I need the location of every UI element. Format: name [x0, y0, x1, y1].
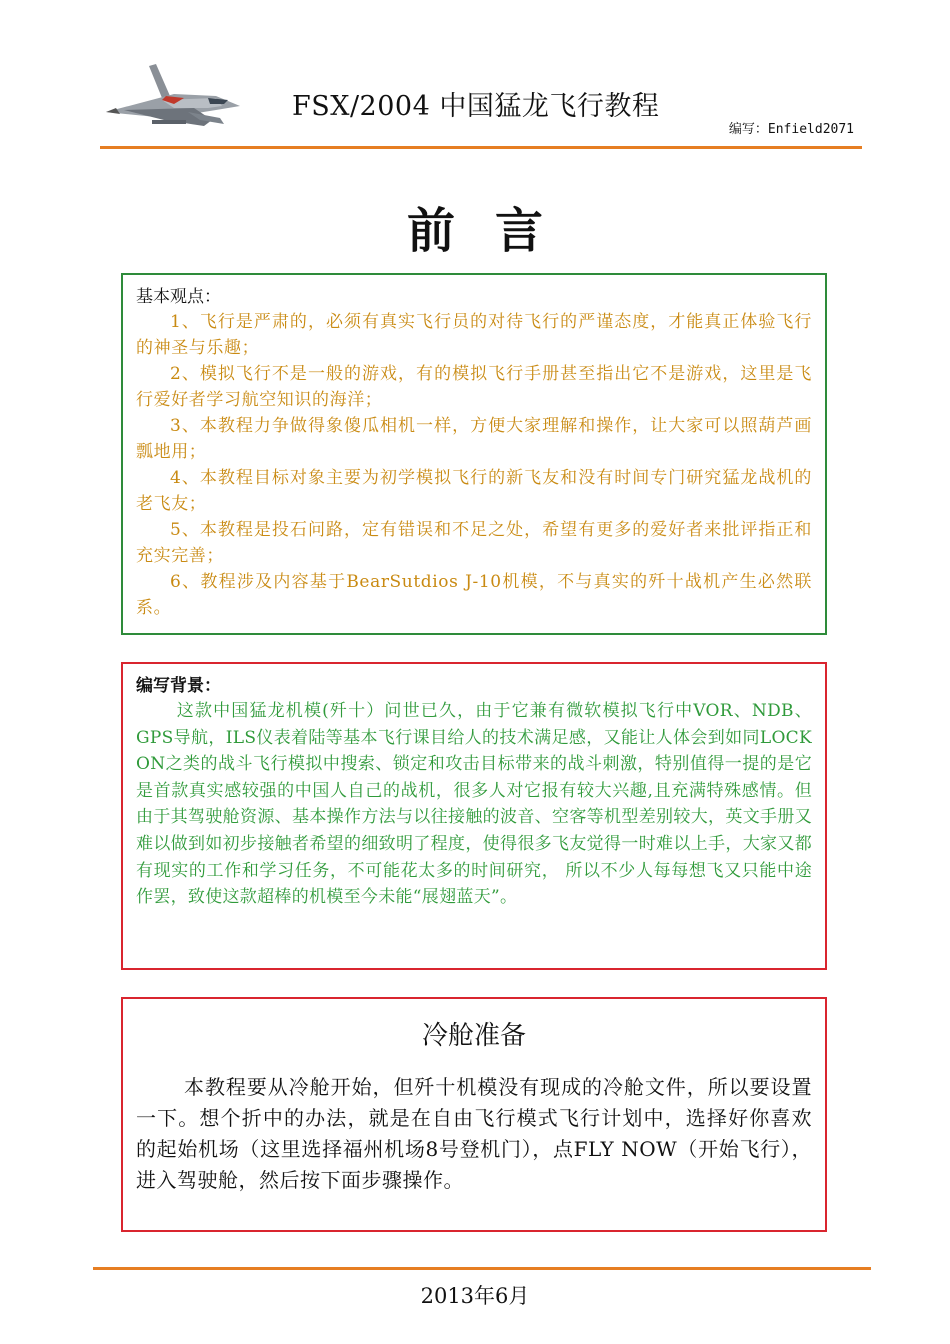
- page-title: 前言: [406, 203, 583, 259]
- cold-cockpit-paragraph: 本教程要从冷舱开始，但歼十机模没有现成的冷舱文件，所以要设置一下。想个折中的办法，就是在自由飞行模式飞行计划中，选择好你喜欢的起始机场（这里选择福州机场8号登机门），点FLY NOW（开始飞行），进入驾驶舱，然后按下面步骤操作。: [136, 1075, 812, 1192]
- list-item: 6、教程涉及内容基于BearSutdios J-10机模，不与真实的歼十战机产生必然联系。: [136, 572, 812, 618]
- footer-divider: [93, 1267, 871, 1270]
- footer-date: 2013年6月: [420, 1284, 530, 1308]
- list-item: 2、模拟飞行不是一般的游戏，有的模拟飞行手册甚至指出它不是游戏，这里是飞行爱好者学习航空知识的海洋；: [136, 364, 812, 410]
- basic-views-box: [121, 273, 827, 635]
- header-divider: [100, 146, 862, 149]
- list-item: 4、本教程目标对象主要为初学模拟飞行的新飞友和没有时间专门研究猛龙战机的老飞友；: [136, 468, 812, 514]
- author-label: 编写：Enfield2071: [728, 122, 854, 137]
- background-box: [121, 662, 827, 970]
- list-item: 3、本教程力争做得象傻瓜相机一样，方便大家理解和操作，让大家可以照葫芦画瓢地用；: [136, 416, 812, 462]
- fighter-jet-icon: [104, 60, 246, 138]
- background-heading: 编写背景：: [136, 676, 221, 696]
- basic-views-list: [136, 309, 812, 621]
- basic-views-heading: 基本观点：: [136, 287, 221, 307]
- list-item: 5、本教程是投石问路，定有错误和不足之处，希望有更多的爱好者来批评指正和充实完善；: [136, 520, 812, 566]
- background-paragraph: 这款中国猛龙机模(歼十）问世已久，由于它兼有微软模拟飞行中VOR、NDB、GPS导航，ILS仪表着陆等基本飞行课目给人的技术满足感，又能让人体会到如同LOCK ON之类的战斗飞行模拟中搜索、锁定和攻击目标带来的战斗刺激，特别值得一提的是它是首款真实感较强的中国人自己的战机，很多人对它报有较大兴趣,且充满特殊感情。但由于其驾驶舱资源、基本操作方法与以往接触的波音、空客等机型差别较大，英文手册又难以做到如初步接触者希望的细致明了程度，使得很多飞友觉得一时难以上手，大家又都有现实的工作和学习任务，不可能花太多的时间研究， 所以不少人每每想飞又只能中途作罢，致使这款超棒的机模至今未能“展翅蓝天”。: [136, 701, 812, 908]
- document-title: FSX/2004 中国猛龙飞行教程: [292, 91, 660, 122]
- cold-cockpit-box: [121, 997, 827, 1232]
- list-item: 1、飞行是严肃的，必须有真实飞行员的对待飞行的严谨态度，才能真正体验飞行的神圣与乐趣；: [136, 312, 812, 358]
- cold-cockpit-title: 冷舱准备: [421, 1021, 526, 1051]
